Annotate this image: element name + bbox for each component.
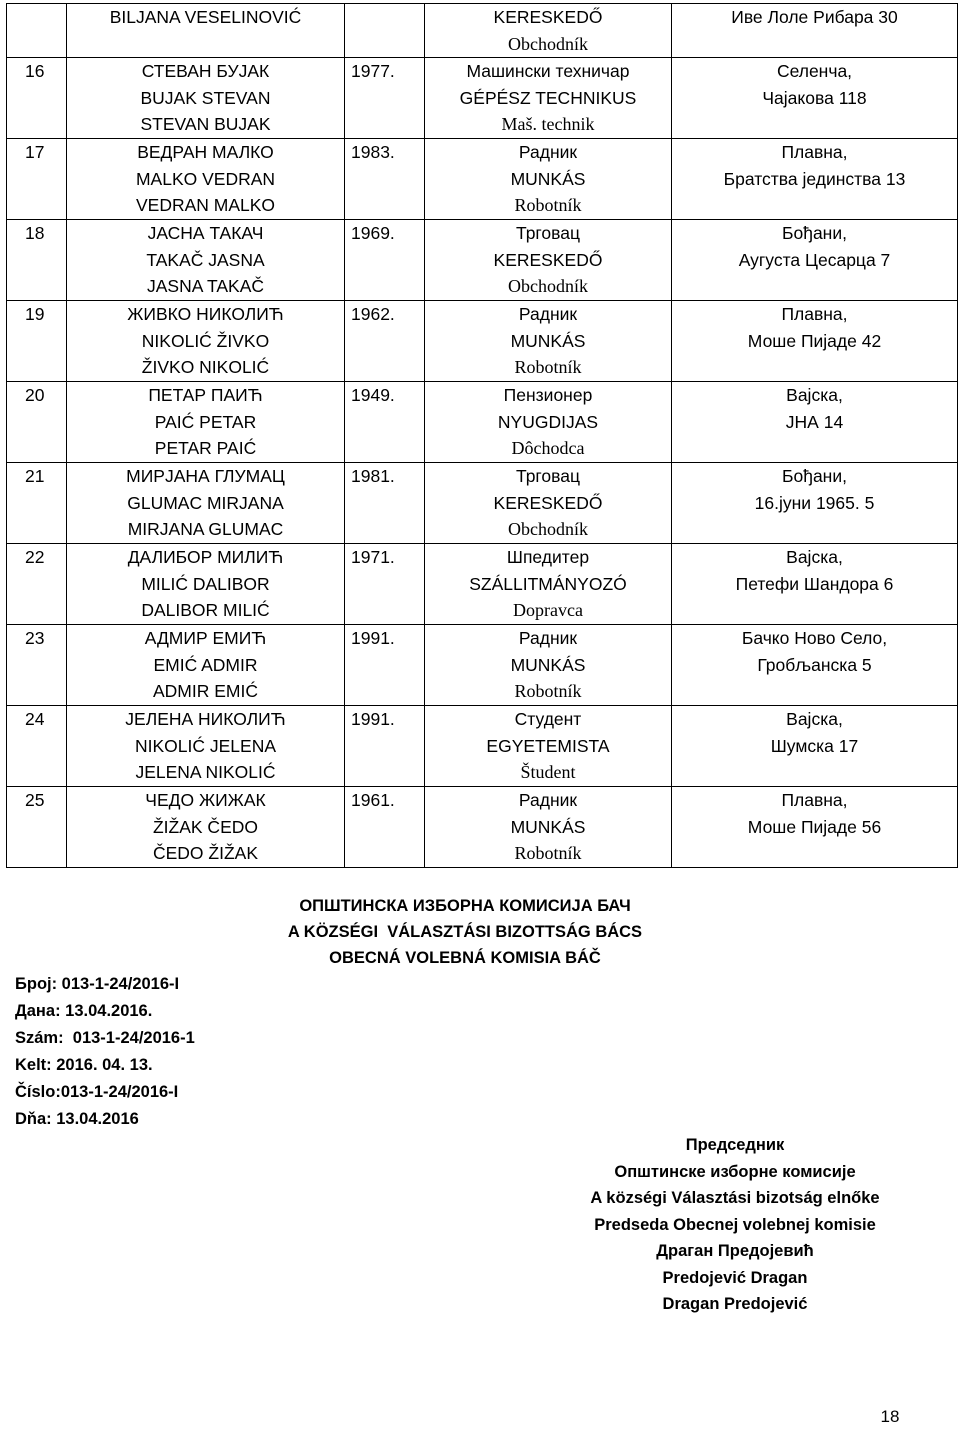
birth-year — [345, 544, 425, 625]
row-number-text: 18 — [25, 223, 45, 243]
address-line: Моше Пијаде 56 — [747, 816, 882, 837]
occupation-line: Шпедитер — [506, 547, 590, 567]
row-number-text: 22 — [25, 547, 45, 567]
occupation-line: Dôchodca — [511, 438, 585, 458]
row-number-text: 17 — [25, 142, 45, 162]
occupation-line: MUNKÁS — [510, 330, 586, 351]
row-number — [7, 544, 67, 625]
row-number — [7, 139, 67, 220]
occupation-line: EGYETEMISTA — [486, 735, 610, 756]
address — [672, 4, 958, 58]
name-line: ЈАСНА ТАКАЧ — [147, 223, 264, 243]
occupation-line: MUNKÁS — [510, 168, 586, 189]
name-line: NIKOLIĆ JELENA — [134, 735, 277, 756]
row-number — [7, 301, 67, 382]
table-row — [7, 463, 958, 544]
occupation-line: Maš. technik — [501, 114, 595, 134]
occupation-line: Robotník — [514, 681, 582, 701]
name-line: ВЕДРАН МАЛКО — [137, 142, 274, 162]
occupation — [425, 301, 672, 382]
address-line: Иве Лоле Рибара 30 — [731, 7, 898, 27]
birth-year — [345, 706, 425, 787]
name-line: MALKO VEDRAN — [135, 168, 276, 189]
birth-year — [345, 787, 425, 868]
doc-date-sk: Dňa: 13.04.2016 — [15, 1110, 139, 1128]
address — [672, 301, 958, 382]
birth-year-text: 1977. — [351, 61, 395, 81]
occupation-line: KERESKEDŐ — [493, 492, 603, 513]
name-line: DALIBOR MILIĆ — [141, 600, 270, 620]
candidate-name — [67, 625, 345, 706]
name-line: NIKOLIĆ ŽIVKO — [141, 330, 270, 351]
name-line: PETAR PAIĆ — [154, 438, 257, 458]
occupation — [425, 58, 672, 139]
signature-title-hu: A községi Választási bizotság elnőke — [590, 1189, 880, 1207]
row-number — [7, 787, 67, 868]
row-number — [7, 220, 67, 301]
table-row — [7, 625, 958, 706]
name-line: МИРЈАНА ГЛУМАЦ — [126, 466, 285, 486]
occupation-line: Студент — [514, 709, 582, 729]
table-row — [7, 58, 958, 139]
occupation — [425, 4, 672, 58]
row-number-text: 20 — [25, 385, 45, 405]
address — [672, 463, 958, 544]
birth-year — [345, 4, 425, 58]
table-row — [7, 544, 958, 625]
occupation-line: Robotník — [514, 195, 582, 215]
row-number-text: 16 — [25, 61, 45, 81]
address-line: Вајска, — [786, 547, 843, 567]
occupation — [425, 625, 672, 706]
name-line: TAKAČ JASNA — [146, 249, 265, 270]
name-line: ДАЛИБОР МИЛИЋ — [127, 547, 284, 567]
address — [672, 382, 958, 463]
occupation-line: SZÁLLITMÁNYOZÓ — [469, 573, 627, 594]
occupation-line: Трговац — [515, 223, 581, 243]
occupation — [425, 382, 672, 463]
occupation-line: Obchodník — [508, 276, 588, 296]
name-line: GLUMAC MIRJANA — [127, 492, 284, 513]
address — [672, 139, 958, 220]
address — [672, 706, 958, 787]
address-line: Бођани, — [782, 223, 847, 243]
signer-name-latin-2: Dragan Predojević — [662, 1295, 808, 1313]
row-number — [7, 4, 67, 58]
occupation-line: Obchodník — [508, 519, 588, 539]
address — [672, 544, 958, 625]
occupation-line: Радник — [518, 628, 578, 648]
candidate-name — [67, 382, 345, 463]
birth-year-text: 1983. — [351, 142, 395, 162]
doc-date-hu: Kelt: 2016. 04. 13. — [15, 1056, 153, 1074]
name-line: JASNA TAKAČ — [146, 276, 265, 296]
table-row — [7, 220, 958, 301]
row-number — [7, 706, 67, 787]
row-number — [7, 463, 67, 544]
name-line: VEDRAN MALKO — [135, 195, 276, 215]
table-row — [7, 301, 958, 382]
address-line: Плавна, — [781, 304, 848, 324]
candidate-table-body — [7, 4, 958, 868]
birth-year-text: 1971. — [351, 547, 395, 567]
occupation — [425, 544, 672, 625]
address-line: Гробљанска 5 — [757, 654, 872, 675]
address-line: Братства јединства 13 — [723, 168, 906, 189]
row-number-text: 21 — [25, 466, 45, 486]
name-line: ЖИВКО НИКОЛИЋ — [127, 304, 284, 324]
occupation-line: GÉPÉSZ TECHNIKUS — [459, 87, 637, 108]
address-line: Чајакова 118 — [762, 87, 867, 108]
candidate-name — [67, 463, 345, 544]
signature-block — [560, 1132, 910, 1318]
occupation-line: Машински техничар — [466, 61, 630, 81]
birth-year — [345, 58, 425, 139]
occupation-line: Радник — [518, 304, 578, 324]
name-line: PAIĆ PETAR — [154, 411, 257, 432]
name-line: ПЕТАР ПАИЋ — [148, 385, 263, 405]
page-number: 18 — [880, 1407, 900, 1426]
row-number-text: 24 — [25, 709, 45, 729]
address-line: Петефи Шандора 6 — [735, 573, 894, 594]
occupation — [425, 706, 672, 787]
commission-name-hu: A KÖZSÉGI VÁLASZTÁSI BIZOTTSÁG BÁCS — [287, 923, 643, 941]
candidate-name — [67, 4, 345, 58]
address — [672, 787, 958, 868]
occupation-line: Радник — [518, 142, 578, 162]
occupation-line: NYUGDIJAS — [497, 411, 599, 432]
name-line: JELENA NIKOLIĆ — [135, 762, 276, 782]
name-line: BUJAK STEVAN — [140, 87, 271, 108]
name-line: ЈЕЛЕНА НИКОЛИЋ — [125, 709, 286, 729]
address-line: Бачко Ново Село, — [741, 628, 888, 648]
birth-year — [345, 301, 425, 382]
birth-year-text: 1949. — [351, 385, 395, 405]
table-row — [7, 787, 958, 868]
candidate-name — [67, 220, 345, 301]
candidate-name — [67, 706, 345, 787]
address-line: Бођани, — [782, 466, 847, 486]
doc-number-sk: Číslo:013-1-24/2016-I — [15, 1083, 179, 1101]
occupation — [425, 787, 672, 868]
occupation-line: Dopravca — [513, 600, 583, 620]
row-number-text: 25 — [25, 790, 45, 810]
doc-date-sr: Дана: 13.04.2016. — [15, 1002, 153, 1020]
birth-year-text: 1969. — [351, 223, 395, 243]
address-line: 16.јуни 1965. 5 — [754, 492, 875, 513]
address — [672, 625, 958, 706]
candidate-name — [67, 58, 345, 139]
address-line: Плавна, — [781, 142, 848, 162]
occupation-line: KERESKEDŐ — [493, 249, 603, 270]
occupation-line: Robotník — [514, 357, 582, 377]
occupation-line: Трговац — [515, 466, 581, 486]
row-number-text: 19 — [25, 304, 45, 324]
birth-year — [345, 220, 425, 301]
signature-title-sr: Председник — [685, 1136, 785, 1154]
birth-year — [345, 139, 425, 220]
address-line: Селенча, — [776, 61, 853, 81]
occupation-line: Радник — [518, 790, 578, 810]
name-line: ŽIŽAK ČEDO — [152, 816, 258, 837]
birth-year — [345, 382, 425, 463]
candidate-name — [67, 301, 345, 382]
occupation-line: KERESKEDŐ — [493, 7, 603, 27]
row-number-text: 23 — [25, 628, 45, 648]
address-line: ЈНА 14 — [785, 411, 844, 432]
occupation — [425, 139, 672, 220]
signer-name-cyrillic: Драган Предојевић — [656, 1242, 814, 1260]
document-info — [15, 971, 195, 1133]
address-line: Вајска, — [786, 385, 843, 405]
address — [672, 220, 958, 301]
name-line: ČEDO ŽIŽAK — [152, 843, 258, 863]
signature-title-sk: Predseda Obecnej volebnej komisie — [594, 1215, 876, 1234]
table-row — [7, 139, 958, 220]
occupation-line: MUNKÁS — [510, 654, 586, 675]
address-line: Шумска 17 — [770, 735, 859, 756]
name-line: ŽIVKO NIKOLIĆ — [141, 357, 270, 377]
table-row — [7, 706, 958, 787]
birth-year-text: 1991. — [351, 709, 395, 729]
address-line: Вајска, — [786, 709, 843, 729]
occupation-line: Obchodník — [508, 33, 588, 54]
birth-year — [345, 463, 425, 544]
name-line: ADMIR EMIĆ — [153, 681, 258, 701]
occupation-line: MUNKÁS — [510, 816, 586, 837]
name-line: СТЕВАН БУЈАК — [141, 61, 270, 81]
row-number — [7, 382, 67, 463]
table-row — [7, 4, 958, 58]
commission-header — [270, 893, 660, 971]
birth-year-text: 1961. — [351, 790, 395, 810]
birth-year-text: 1991. — [351, 628, 395, 648]
candidate-name — [67, 139, 345, 220]
name-line: EMIĆ ADMIR — [153, 654, 258, 675]
birth-year-text: 1962. — [351, 304, 395, 324]
birth-year-text: 1981. — [351, 466, 395, 486]
table-row — [7, 382, 958, 463]
row-number — [7, 625, 67, 706]
doc-number-hu: Szám: 013-1-24/2016-1 — [15, 1029, 195, 1047]
commission-name-sr: ОПШТИНСКА ИЗБОРНА КОМИСИЈА БАЧ — [299, 897, 631, 915]
name-line: STEVAN BUJAK — [140, 114, 271, 134]
commission-name-sk: OBECNÁ VOLEBNÁ KOMISIA BÁČ — [329, 949, 601, 967]
candidate-name — [67, 787, 345, 868]
name-line: АДМИР ЕМИЋ — [144, 628, 267, 648]
birth-year — [345, 625, 425, 706]
signer-name-latin-1: Predojević Dragan — [662, 1268, 808, 1287]
candidate-name — [67, 544, 345, 625]
occupation — [425, 220, 672, 301]
name-line: MILIĆ DALIBOR — [141, 573, 270, 594]
candidate-table — [6, 3, 958, 868]
address-line: Аугуста Цесарца 7 — [738, 249, 891, 270]
name-line: ЧЕДО ЖИЖАК — [145, 790, 266, 810]
signature-title-sr-2: Општинске изборне комисије — [614, 1162, 856, 1181]
occupation-line: Пензионер — [503, 385, 593, 405]
name-line: BILJANA VESELINOVIĆ — [109, 7, 302, 27]
row-number — [7, 58, 67, 139]
doc-number-sr: Број: 013-1-24/2016-I — [15, 975, 180, 993]
occupation-line: Robotník — [514, 843, 582, 863]
occupation-line: Študent — [520, 762, 576, 782]
address-line: Моше Пијаде 42 — [747, 330, 882, 351]
address — [672, 58, 958, 139]
occupation — [425, 463, 672, 544]
name-line: MIRJANA GLUMAC — [127, 519, 284, 539]
address-line: Плавна, — [781, 790, 848, 810]
